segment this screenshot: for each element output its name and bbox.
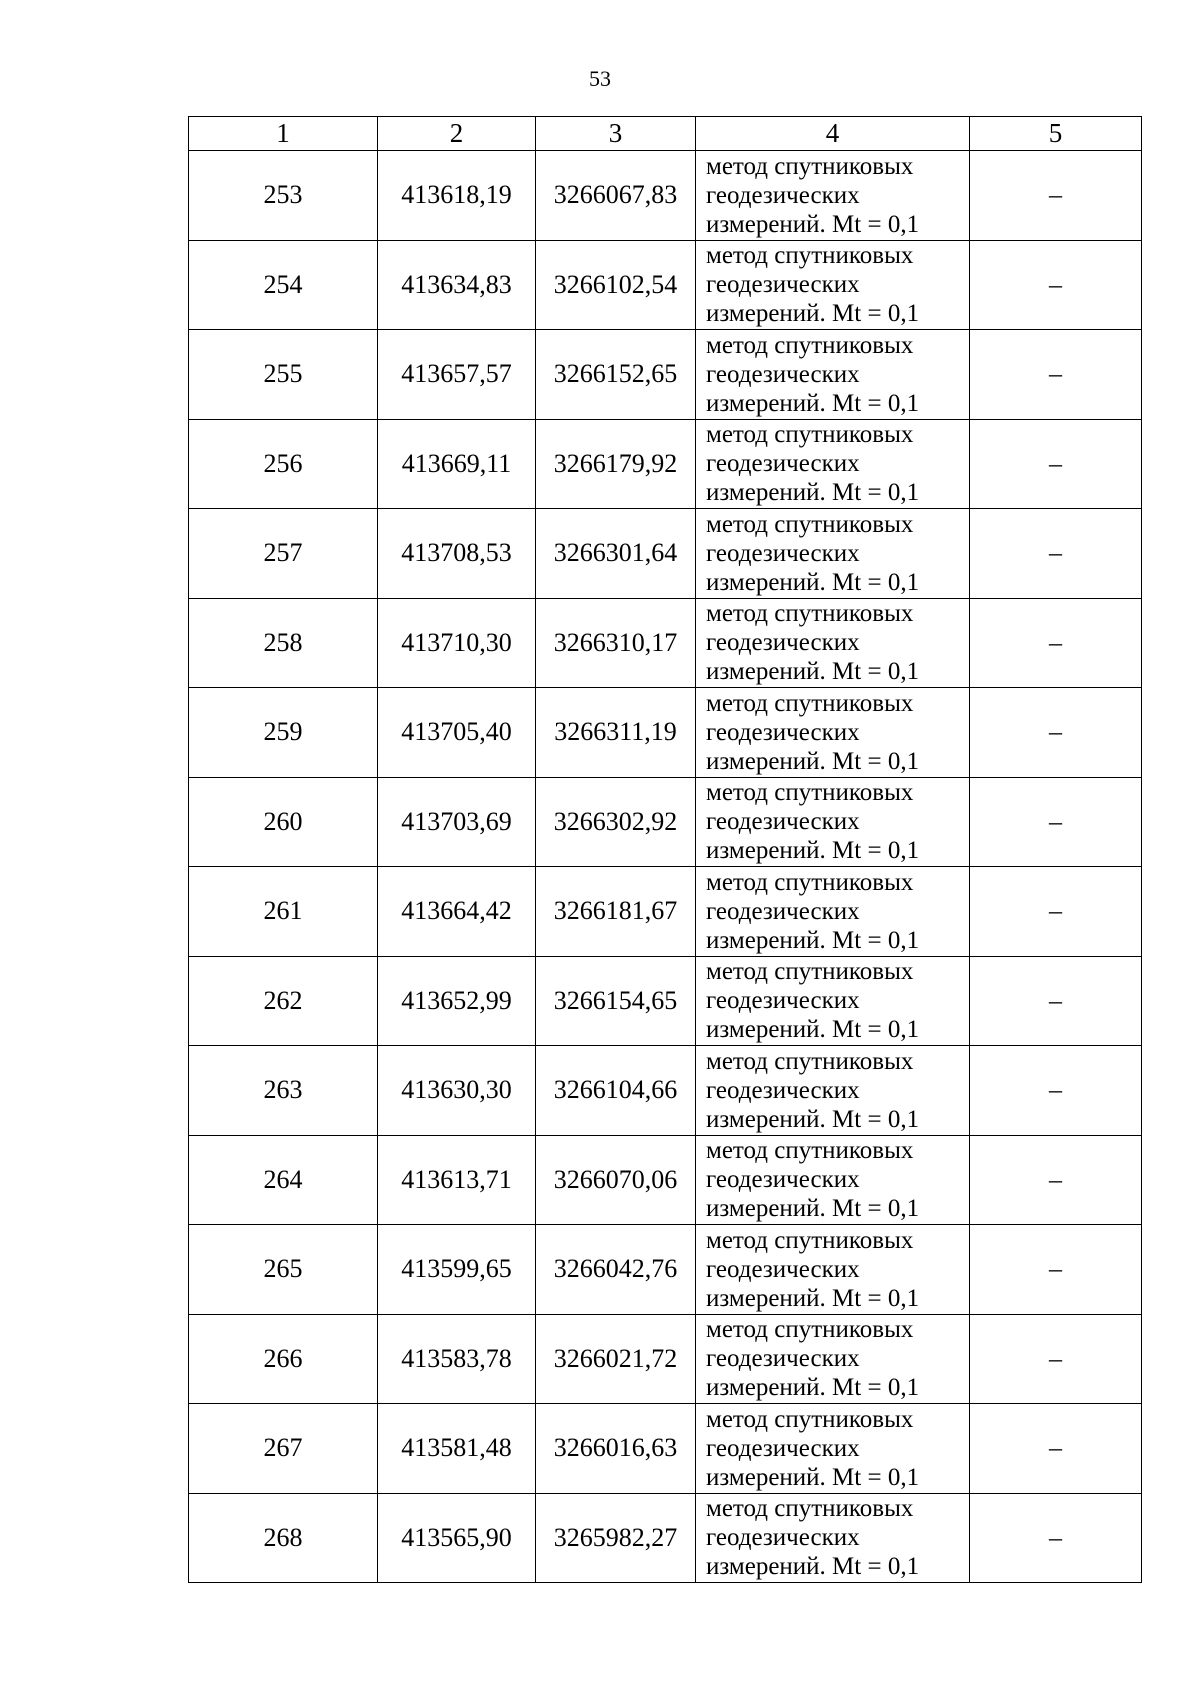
description-cell: – bbox=[970, 1314, 1142, 1404]
description-cell: – bbox=[970, 1493, 1142, 1583]
table-row bbox=[189, 956, 1142, 1046]
method-cell bbox=[696, 867, 970, 957]
point-number-cell: 261 bbox=[189, 867, 378, 957]
table-row bbox=[189, 777, 1142, 867]
method-cell bbox=[696, 1135, 970, 1225]
column-header-3: 3 bbox=[536, 117, 696, 151]
description-cell: – bbox=[970, 419, 1142, 509]
method-line-2: геодезических bbox=[706, 539, 860, 567]
method-cell bbox=[696, 1225, 970, 1315]
method-line-1: метод спутниковых bbox=[706, 510, 914, 538]
method-line-2: геодезических bbox=[706, 1166, 860, 1194]
y-coordinate-cell: 3265982,27 bbox=[536, 1493, 696, 1583]
method-line-2: геодезических bbox=[706, 718, 860, 746]
method-line-3: измерений. Mt = 0,1 bbox=[706, 1105, 920, 1133]
method-line-1: метод спутниковых bbox=[706, 1405, 914, 1433]
method-cell bbox=[696, 956, 970, 1046]
description-cell: – bbox=[970, 1046, 1142, 1136]
method-line-1: метод спутниковых bbox=[706, 331, 914, 359]
x-coordinate-cell: 413599,65 bbox=[378, 1225, 536, 1315]
description-cell: – bbox=[970, 688, 1142, 778]
method-cell bbox=[696, 419, 970, 509]
method-line-3: измерений. Mt = 0,1 bbox=[706, 926, 920, 954]
method-line-1: метод спутниковых bbox=[706, 1316, 914, 1344]
column-header-2: 2 bbox=[378, 117, 536, 151]
y-coordinate-cell: 3266302,92 bbox=[536, 777, 696, 867]
description-cell: – bbox=[970, 1135, 1142, 1225]
method-line-3: измерений. Mt = 0,1 bbox=[706, 1374, 920, 1402]
method-line-2: геодезических bbox=[706, 1255, 860, 1283]
description-cell: – bbox=[970, 509, 1142, 599]
table-body bbox=[189, 151, 1142, 1583]
column-header-4: 4 bbox=[696, 117, 970, 151]
y-coordinate-cell: 3266102,54 bbox=[536, 240, 696, 330]
x-coordinate-cell: 413634,83 bbox=[378, 240, 536, 330]
table-row bbox=[189, 1314, 1142, 1404]
method-line-2: геодезических bbox=[706, 629, 860, 657]
x-coordinate-cell: 413657,57 bbox=[378, 330, 536, 420]
method-cell bbox=[696, 1493, 970, 1583]
method-line-3: измерений. Mt = 0,1 bbox=[706, 837, 920, 865]
y-coordinate-cell: 3266154,65 bbox=[536, 956, 696, 1046]
description-cell: – bbox=[970, 956, 1142, 1046]
method-line-3: измерений. Mt = 0,1 bbox=[706, 1463, 920, 1491]
method-cell bbox=[696, 509, 970, 599]
point-number-cell: 263 bbox=[189, 1046, 378, 1136]
y-coordinate-cell: 3266016,63 bbox=[536, 1404, 696, 1494]
table-row bbox=[189, 1046, 1142, 1136]
method-cell bbox=[696, 240, 970, 330]
method-line-1: метод спутниковых bbox=[706, 1137, 914, 1165]
method-line-1: метод спутниковых bbox=[706, 1226, 914, 1254]
table-row bbox=[189, 330, 1142, 420]
x-coordinate-cell: 413710,30 bbox=[378, 598, 536, 688]
y-coordinate-cell: 3266179,92 bbox=[536, 419, 696, 509]
method-line-3: измерений. Mt = 0,1 bbox=[706, 389, 920, 417]
method-line-3: измерений. Mt = 0,1 bbox=[706, 479, 920, 507]
method-line-2: геодезических bbox=[706, 808, 860, 836]
x-coordinate-cell: 413618,19 bbox=[378, 151, 536, 241]
method-cell bbox=[696, 688, 970, 778]
method-line-2: геодезических bbox=[706, 360, 860, 388]
method-line-1: метод спутниковых bbox=[706, 242, 914, 270]
y-coordinate-cell: 3266067,83 bbox=[536, 151, 696, 241]
table-row bbox=[189, 151, 1142, 241]
column-header-5: 5 bbox=[970, 117, 1142, 151]
method-line-2: геодезических bbox=[706, 1524, 860, 1552]
method-line-1: метод спутниковых bbox=[706, 779, 914, 807]
method-line-1: метод спутниковых bbox=[706, 1047, 914, 1075]
x-coordinate-cell: 413708,53 bbox=[378, 509, 536, 599]
table-row bbox=[189, 598, 1142, 688]
point-number-cell: 265 bbox=[189, 1225, 378, 1315]
y-coordinate-cell: 3266070,06 bbox=[536, 1135, 696, 1225]
point-number-cell: 266 bbox=[189, 1314, 378, 1404]
y-coordinate-cell: 3266021,72 bbox=[536, 1314, 696, 1404]
description-cell: – bbox=[970, 1404, 1142, 1494]
x-coordinate-cell: 413581,48 bbox=[378, 1404, 536, 1494]
description-cell: – bbox=[970, 777, 1142, 867]
point-number-cell: 260 bbox=[189, 777, 378, 867]
point-number-cell: 254 bbox=[189, 240, 378, 330]
y-coordinate-cell: 3266310,17 bbox=[536, 598, 696, 688]
table-row bbox=[189, 240, 1142, 330]
y-coordinate-cell: 3266301,64 bbox=[536, 509, 696, 599]
table-row bbox=[189, 419, 1142, 509]
column-header-1: 1 bbox=[189, 117, 378, 151]
method-cell bbox=[696, 1314, 970, 1404]
method-line-2: геодезических bbox=[706, 450, 860, 478]
point-number-cell: 256 bbox=[189, 419, 378, 509]
page-number: 53 bbox=[589, 66, 611, 91]
point-number-cell: 257 bbox=[189, 509, 378, 599]
method-line-1: метод спутниковых bbox=[706, 689, 914, 717]
y-coordinate-cell: 3266042,76 bbox=[536, 1225, 696, 1315]
x-coordinate-cell: 413583,78 bbox=[378, 1314, 536, 1404]
method-cell bbox=[696, 1404, 970, 1494]
point-number-cell: 259 bbox=[189, 688, 378, 778]
x-coordinate-cell: 413703,69 bbox=[378, 777, 536, 867]
point-number-cell: 268 bbox=[189, 1493, 378, 1583]
description-cell: – bbox=[970, 598, 1142, 688]
x-coordinate-cell: 413705,40 bbox=[378, 688, 536, 778]
point-number-cell: 262 bbox=[189, 956, 378, 1046]
method-line-3: измерений. Mt = 0,1 bbox=[706, 300, 920, 328]
y-coordinate-cell: 3266311,19 bbox=[536, 688, 696, 778]
point-number-cell: 264 bbox=[189, 1135, 378, 1225]
table-row bbox=[189, 1225, 1142, 1315]
y-coordinate-cell: 3266104,66 bbox=[536, 1046, 696, 1136]
method-line-1: метод спутниковых bbox=[706, 600, 914, 628]
method-cell bbox=[696, 777, 970, 867]
method-line-1: метод спутниковых bbox=[706, 1495, 914, 1523]
method-line-2: геодезических bbox=[706, 181, 860, 209]
table-row bbox=[189, 1135, 1142, 1225]
table-row bbox=[189, 1493, 1142, 1583]
x-coordinate-cell: 413669,11 bbox=[378, 419, 536, 509]
method-line-3: измерений. Mt = 0,1 bbox=[706, 747, 920, 775]
x-coordinate-cell: 413652,99 bbox=[378, 956, 536, 1046]
table-row bbox=[189, 688, 1142, 778]
y-coordinate-cell: 3266152,65 bbox=[536, 330, 696, 420]
method-line-3: измерений. Mt = 0,1 bbox=[706, 1284, 920, 1312]
method-line-2: геодезических bbox=[706, 987, 860, 1015]
method-line-2: геодезических bbox=[706, 1076, 860, 1104]
method-line-2: геодезических bbox=[706, 1434, 860, 1462]
method-line-3: измерений. Mt = 0,1 bbox=[706, 658, 920, 686]
method-line-3: измерений. Mt = 0,1 bbox=[706, 1553, 920, 1581]
point-number-cell: 253 bbox=[189, 151, 378, 241]
method-cell bbox=[696, 151, 970, 241]
method-line-1: метод спутниковых bbox=[706, 152, 914, 180]
description-cell: – bbox=[970, 151, 1142, 241]
method-line-3: измерений. Mt = 0,1 bbox=[706, 210, 920, 238]
method-line-3: измерений. Mt = 0,1 bbox=[706, 568, 920, 596]
method-line-2: геодезических bbox=[706, 271, 860, 299]
table-header-row bbox=[189, 117, 1142, 151]
method-line-2: геодезических bbox=[706, 1345, 860, 1373]
method-line-1: метод спутниковых bbox=[706, 868, 914, 896]
method-cell bbox=[696, 1046, 970, 1136]
method-line-2: геодезических bbox=[706, 897, 860, 925]
method-cell bbox=[696, 330, 970, 420]
description-cell: – bbox=[970, 867, 1142, 957]
point-number-cell: 255 bbox=[189, 330, 378, 420]
description-cell: – bbox=[970, 1225, 1142, 1315]
table-row bbox=[189, 867, 1142, 957]
point-number-cell: 267 bbox=[189, 1404, 378, 1494]
method-cell bbox=[696, 598, 970, 688]
coordinates-table bbox=[188, 116, 1142, 1583]
table-row bbox=[189, 1404, 1142, 1494]
method-line-1: метод спутниковых bbox=[706, 421, 914, 449]
table-row bbox=[189, 509, 1142, 599]
point-number-cell: 258 bbox=[189, 598, 378, 688]
y-coordinate-cell: 3266181,67 bbox=[536, 867, 696, 957]
method-line-1: метод спутниковых bbox=[706, 958, 914, 986]
method-line-3: измерений. Mt = 0,1 bbox=[706, 1195, 920, 1223]
method-line-3: измерений. Mt = 0,1 bbox=[706, 1016, 920, 1044]
x-coordinate-cell: 413613,71 bbox=[378, 1135, 536, 1225]
description-cell: – bbox=[970, 330, 1142, 420]
description-cell: – bbox=[970, 240, 1142, 330]
x-coordinate-cell: 413630,30 bbox=[378, 1046, 536, 1136]
x-coordinate-cell: 413565,90 bbox=[378, 1493, 536, 1583]
x-coordinate-cell: 413664,42 bbox=[378, 867, 536, 957]
